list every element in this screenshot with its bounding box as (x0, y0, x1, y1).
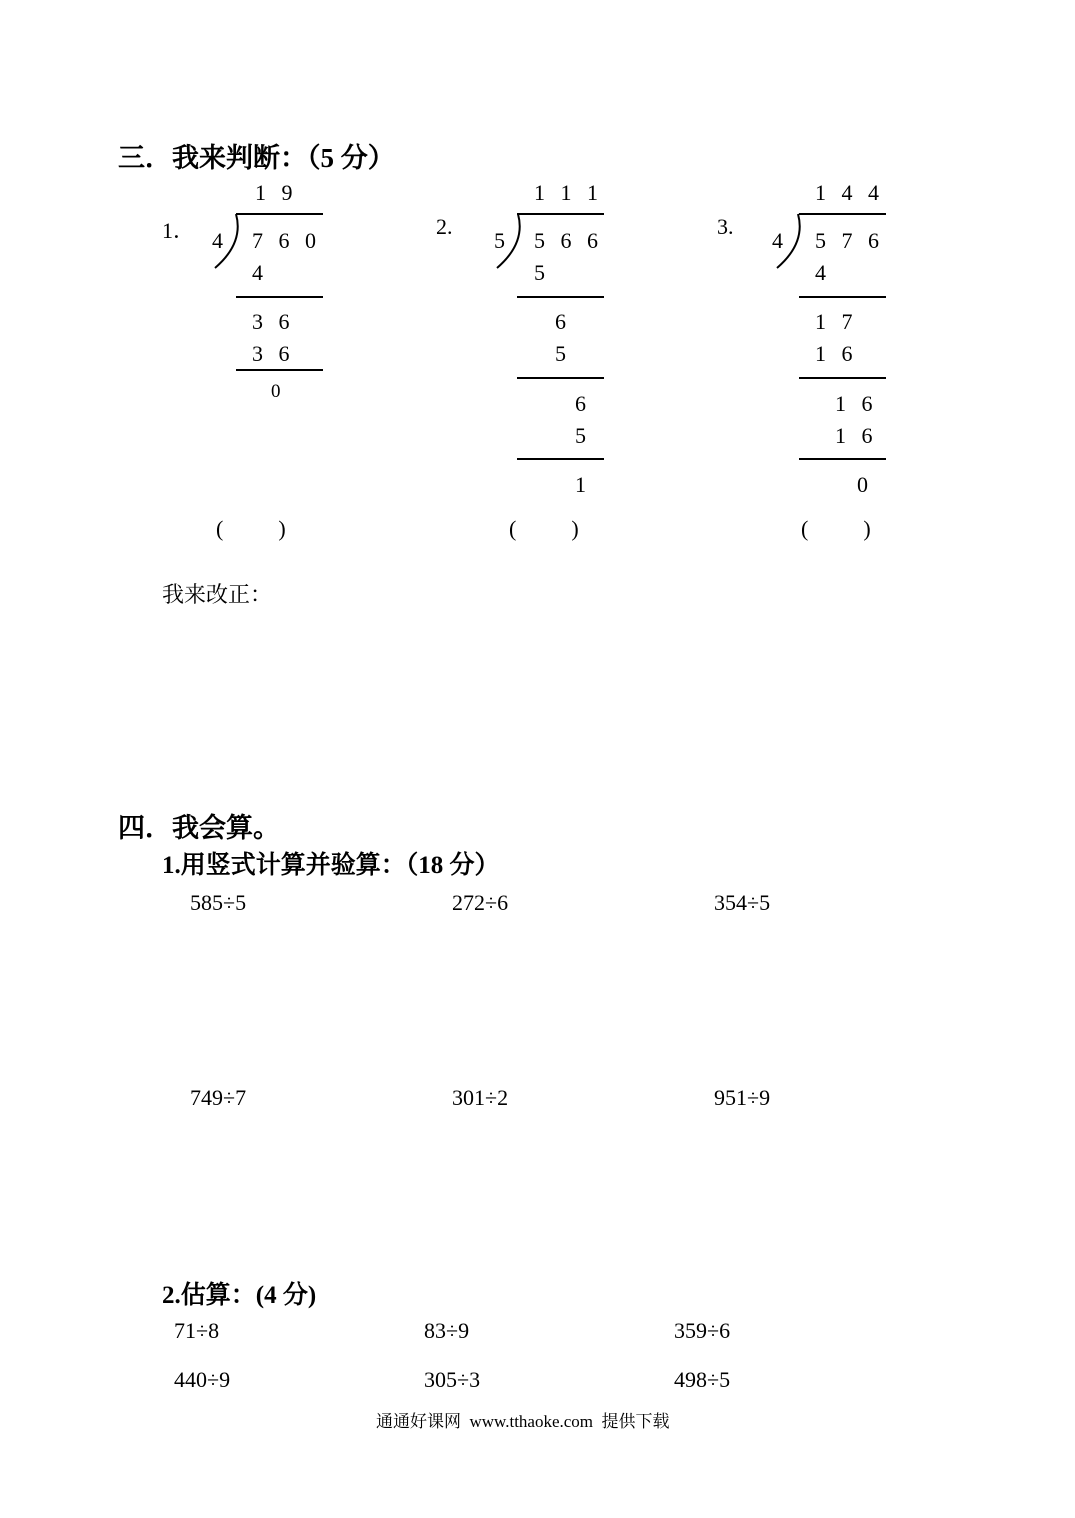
step-remainder: 6 (555, 309, 566, 334)
dividend: 5 6 6 (534, 228, 603, 253)
exercise-item: 272÷6 (452, 890, 509, 915)
final-remainder: 1 (575, 472, 586, 497)
estimate-item: 498÷5 (674, 1367, 731, 1392)
step-line (799, 458, 886, 460)
step-line (236, 369, 323, 371)
divisor: 4 (212, 228, 223, 253)
step-line (517, 458, 604, 460)
step-product: 1 6 (835, 423, 878, 448)
step-line (799, 377, 886, 379)
exercise-item: 749÷7 (190, 1085, 247, 1110)
step-product: 5 (575, 423, 586, 448)
divisor: 4 (772, 228, 783, 253)
exercise-item: 354÷5 (714, 890, 771, 915)
quotient: 1 1 1 (534, 180, 603, 205)
quotient: 1 4 4 (815, 180, 884, 205)
step-remainder: 3 6 (252, 309, 295, 334)
step-product: 5 (555, 341, 566, 366)
step-product: 4 (815, 260, 826, 285)
correction-label: 我来改正： (162, 582, 273, 607)
exercise-item: 585÷5 (190, 890, 247, 915)
division-bar (236, 213, 323, 215)
step-remainder: 1 7 (815, 309, 858, 334)
step-line (517, 296, 604, 298)
answer-parens-2[interactable]: ( ) (509, 516, 579, 541)
final-remainder: 0 (271, 381, 281, 402)
estimate-item: 359÷6 (674, 1318, 731, 1343)
step-line (799, 296, 886, 298)
part1-title: 1.用竖式计算并验算：（18 分） (162, 852, 500, 879)
step-product: 3 6 (252, 341, 295, 366)
problem-index: 1． (162, 218, 196, 243)
step-product: 5 (534, 260, 545, 285)
step-product: 4 (252, 260, 263, 285)
dividend: 5 7 6 (815, 228, 884, 253)
part2-title: 2.估算：(4 分) (162, 1282, 317, 1309)
section4-title: 四．我会算。 (118, 813, 280, 843)
final-remainder: 0 (857, 472, 868, 497)
step-line (517, 377, 604, 379)
step-remainder: 1 6 (835, 391, 878, 416)
division-bar (799, 213, 886, 215)
estimate-item: 440÷9 (174, 1367, 231, 1392)
quotient: 1 9 (255, 180, 298, 205)
dividend: 7 6 0 (252, 228, 321, 253)
step-remainder: 6 (575, 391, 586, 416)
divisor: 5 (494, 228, 505, 253)
division-bar (517, 213, 604, 215)
step-product: 1 6 (815, 341, 858, 366)
problem-index: 2. (436, 214, 453, 239)
step-line (236, 296, 323, 298)
estimate-item: 305÷3 (424, 1367, 481, 1392)
estimate-item: 71÷8 (174, 1318, 220, 1343)
exercise-item: 301÷2 (452, 1085, 509, 1110)
estimate-item: 83÷9 (424, 1318, 470, 1343)
answer-parens-1[interactable]: ( ) (216, 516, 286, 541)
section3-title: 三．我来判断：（5 分） (118, 143, 395, 173)
exercise-item: 951÷9 (714, 1085, 771, 1110)
answer-parens-3[interactable]: ( ) (801, 516, 871, 541)
footer-text: 通通好课网 www.tthaoke.com 提供下载 (376, 1412, 670, 1431)
problem-index: 3. (717, 214, 734, 239)
